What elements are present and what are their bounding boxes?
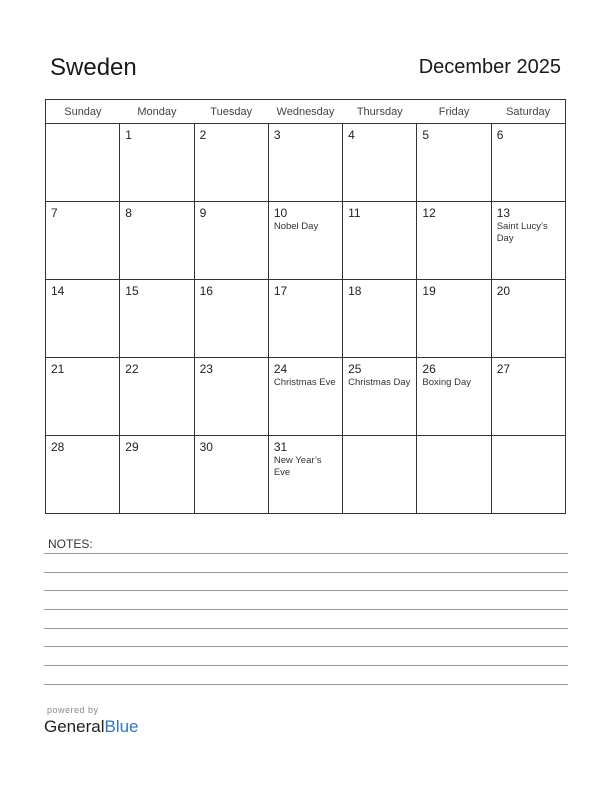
weekday-sunday: Sunday (46, 100, 120, 124)
day-cell (46, 124, 120, 202)
day-cell (46, 436, 120, 514)
holiday-label: Nobel Day (273, 221, 319, 232)
day-cell (120, 124, 194, 202)
day-cell (343, 124, 417, 202)
day-cell (194, 280, 268, 358)
day-cell (491, 436, 565, 514)
day-cell (491, 280, 565, 358)
day-cell (491, 124, 565, 202)
day-cell (417, 202, 491, 280)
holiday-label: Boxing Day (422, 377, 471, 388)
day-number: 6 (496, 128, 504, 142)
day-cell (120, 202, 194, 280)
holiday-label: New Year’s Eve (273, 455, 322, 478)
note-line (44, 628, 568, 629)
note-line (44, 609, 568, 610)
note-line (44, 684, 568, 685)
day-cell (417, 436, 491, 514)
day-number: 12 (422, 206, 436, 220)
day-cell (343, 358, 417, 436)
day-number: 19 (422, 284, 436, 298)
holiday-label: Christmas Day (348, 377, 411, 388)
day-cell (194, 436, 268, 514)
day-number: 15 (125, 284, 139, 298)
day-number: 21 (51, 362, 65, 376)
day-number: 4 (348, 128, 355, 142)
weekday-monday: Monday (120, 100, 194, 124)
day-cell (268, 358, 342, 436)
day-cell (491, 202, 565, 280)
day-cell (343, 202, 417, 280)
brand-general-text: General (44, 717, 105, 736)
weekday-wednesday: Wednesday (268, 100, 342, 124)
day-number: 24 (273, 362, 288, 376)
day-number: 2 (199, 128, 207, 142)
weekday-thursday: Thursday (343, 100, 417, 124)
day-number: 17 (273, 284, 288, 298)
note-line (44, 646, 568, 647)
day-cell (268, 124, 342, 202)
day-number: 25 (348, 362, 362, 376)
day-number: 22 (125, 362, 139, 376)
day-cell (194, 358, 268, 436)
day-number: 16 (199, 284, 213, 298)
day-cell (120, 280, 194, 358)
day-number: 13 (496, 206, 511, 220)
calendar-body (46, 124, 566, 514)
day-cell (491, 358, 565, 436)
note-line (44, 572, 568, 573)
week-row (46, 202, 566, 280)
weekday-saturday: Saturday (491, 100, 565, 124)
day-cell (268, 202, 342, 280)
day-number: 26 (422, 362, 436, 376)
note-line (44, 665, 568, 666)
day-cell (194, 124, 268, 202)
day-cell (120, 436, 194, 514)
country-title: Sweden (50, 54, 137, 81)
day-number: 20 (496, 284, 511, 298)
weekday-header-row (46, 100, 566, 124)
day-number: 31 (273, 440, 288, 454)
day-cell (417, 280, 491, 358)
day-cell (343, 436, 417, 514)
day-cell (120, 358, 194, 436)
day-cell (46, 280, 120, 358)
week-row (46, 280, 566, 358)
day-cell (194, 202, 268, 280)
holiday-label: Saint Lucy’s Day (496, 221, 548, 244)
day-cell (343, 280, 417, 358)
note-line (44, 553, 568, 554)
week-row (46, 124, 566, 202)
calendar-grid (45, 99, 566, 514)
day-cell (417, 124, 491, 202)
day-number: 1 (125, 128, 132, 142)
week-row (46, 358, 566, 436)
day-number: 23 (199, 362, 213, 376)
note-line (44, 590, 568, 591)
day-cell (46, 358, 120, 436)
day-number: 9 (199, 206, 207, 220)
day-number: 3 (273, 128, 281, 142)
weekday-tuesday: Tuesday (194, 100, 268, 124)
day-number: 28 (51, 440, 65, 454)
day-number: 14 (51, 284, 65, 298)
day-number: 8 (125, 206, 132, 220)
day-number: 5 (422, 128, 430, 142)
month-year-title: December 2025 (418, 56, 561, 78)
day-number: 10 (273, 206, 288, 220)
day-cell (268, 280, 342, 358)
day-number: 7 (51, 206, 58, 220)
brand-blue-text: Blue (104, 717, 139, 736)
week-row (46, 436, 566, 514)
day-cell (268, 436, 342, 514)
weekday-friday: Friday (417, 100, 491, 124)
holiday-label: Christmas Eve (273, 377, 336, 388)
powered-by-text: powered by (47, 705, 99, 715)
day-number: 27 (496, 362, 511, 376)
day-number: 11 (348, 206, 361, 220)
day-number: 18 (348, 284, 362, 298)
day-number: 30 (199, 440, 213, 454)
notes-label: NOTES: (48, 537, 93, 551)
generalblue-logo (44, 717, 139, 737)
day-number: 29 (125, 440, 139, 454)
day-cell (46, 202, 120, 280)
day-cell (417, 358, 491, 436)
